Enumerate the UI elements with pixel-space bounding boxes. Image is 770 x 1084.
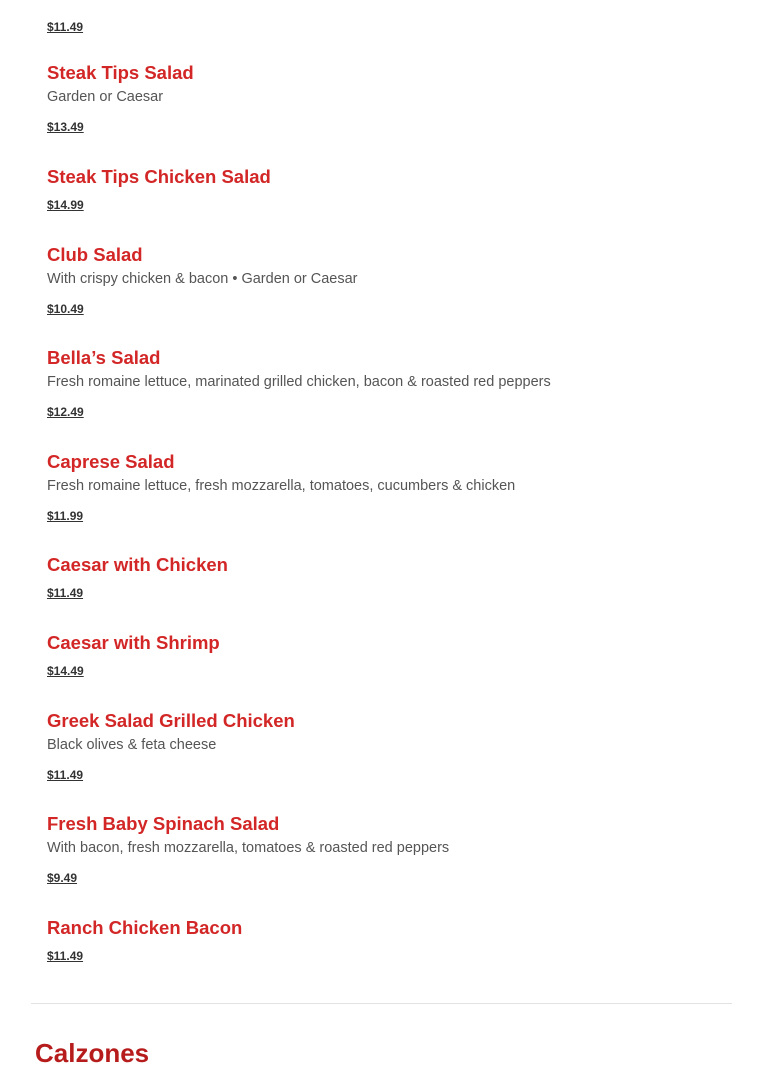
item-price[interactable]: $11.99 [47, 509, 84, 523]
item-price[interactable]: $11.49 [47, 768, 84, 782]
item-name[interactable]: Steak Tips Salad [47, 62, 194, 83]
item-price[interactable]: $11.49 [47, 20, 84, 34]
item-price[interactable]: $12.49 [47, 405, 84, 419]
item-price[interactable]: $11.49 [47, 949, 84, 963]
section-divider [31, 1003, 732, 1004]
item-price[interactable]: $14.99 [47, 198, 84, 212]
item-price[interactable]: $13.49 [47, 120, 84, 134]
item-name[interactable]: Caesar with Shrimp [47, 632, 220, 653]
item-price[interactable]: $9.49 [47, 871, 78, 885]
item-description: Fresh romaine lettuce, marinated grilled chicken, bacon & roasted red peppers [47, 374, 551, 390]
item-name[interactable]: Ranch Chicken Bacon [47, 917, 243, 938]
item-description: Black olives & feta cheese [47, 737, 217, 753]
item-name[interactable]: Caprese Salad [47, 451, 175, 472]
item-name[interactable]: Club Salad [47, 244, 143, 265]
item-description: With crispy chicken & bacon • Garden or Caesar [47, 271, 358, 287]
item-price[interactable]: $14.49 [47, 664, 84, 678]
item-name[interactable]: Greek Salad Grilled Chicken [47, 710, 295, 731]
section-title-calzones: Calzones [35, 1038, 150, 1068]
item-name[interactable]: Caesar with Chicken [47, 554, 228, 575]
item-description: With bacon, fresh mozzarella, tomatoes & roasted red peppers [47, 840, 450, 856]
item-description: Garden or Caesar [47, 89, 164, 105]
item-name[interactable]: Fresh Baby Spinach Salad [47, 813, 280, 834]
item-description: Fresh romaine lettuce, fresh mozzarella, tomatoes, cucumbers & chicken [47, 478, 516, 494]
item-name[interactable]: Bella’s Salad [47, 347, 161, 368]
item-name[interactable]: Steak Tips Chicken Salad [47, 166, 271, 187]
item-price[interactable]: $11.49 [47, 586, 84, 600]
item-price[interactable]: $10.49 [47, 302, 84, 316]
